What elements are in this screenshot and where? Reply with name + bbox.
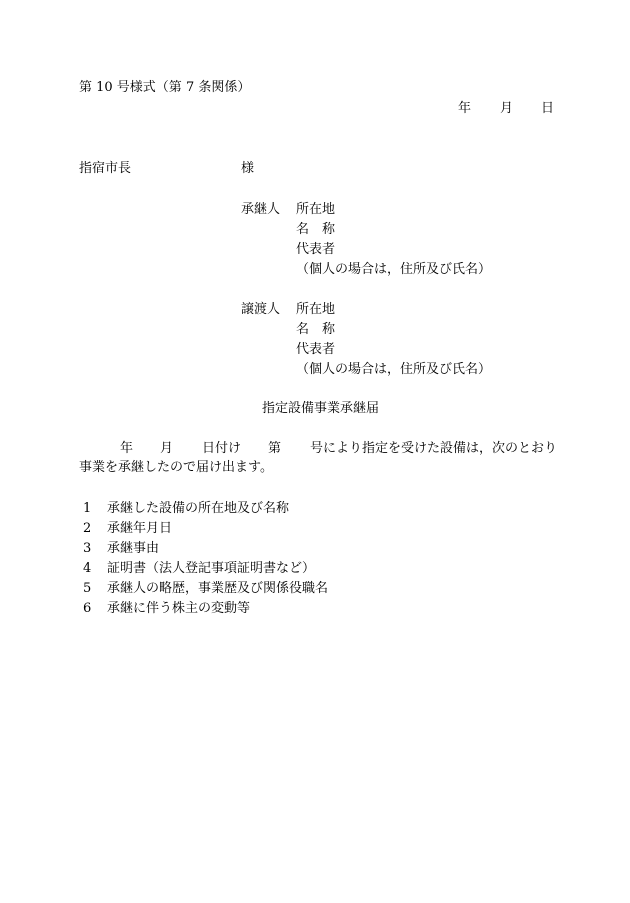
successor-role: 承継人 (241, 202, 281, 217)
item-number: 3 (83, 541, 92, 556)
item-text: 承継した設備の所在地及び名称 (107, 501, 290, 516)
body-number-prefix: 第 (268, 441, 282, 456)
item-number: 1 (83, 501, 92, 516)
item-number: 4 (83, 561, 92, 576)
body-dated-label: 日付け (202, 441, 242, 456)
successor-name-label: 名 称 (296, 222, 336, 237)
body-line2: 事業を承継したので届け出ます。 (79, 460, 273, 475)
body-line1-rest: 号により指定を受けた設備は，次のとおり (310, 441, 558, 456)
item-text: 承継年月日 (107, 521, 173, 536)
item-text: 承継人の略歴，事業歴及び関係役職名 (107, 581, 329, 596)
body-month-label: 月 (160, 441, 174, 456)
form-number: 第 10 号様式（第 7 条関係） (79, 80, 251, 95)
document-title: 指定設備事業承継届 (262, 401, 380, 416)
successor-note: （個人の場合は，住所及び氏名） (296, 262, 492, 277)
transferor-role: 譲渡人 (241, 302, 281, 317)
transferor-address-label: 所在地 (296, 302, 336, 317)
date-year-label: 年 (458, 101, 472, 116)
addressee-name: 指宿市長 (79, 161, 132, 176)
addressee-honorific: 様 (241, 161, 255, 176)
item-text: 承継事由 (107, 541, 160, 556)
body-year-label: 年 (120, 441, 134, 456)
item-number: 2 (83, 521, 92, 536)
transferor-note: （個人の場合は，住所及び氏名） (296, 362, 492, 377)
transferor-name-label: 名 称 (296, 322, 336, 337)
date-day-label: 日 (541, 101, 555, 116)
item-number: 6 (83, 601, 92, 616)
item-text: 証明書（法人登記事項証明書など） (107, 561, 316, 576)
date-month-label: 月 (500, 101, 514, 116)
item-text: 承継に伴う株主の変動等 (107, 601, 251, 616)
transferor-representative-label: 代表者 (296, 342, 336, 357)
successor-address-label: 所在地 (296, 202, 336, 217)
item-number: 5 (83, 581, 92, 596)
successor-representative-label: 代表者 (296, 242, 336, 257)
